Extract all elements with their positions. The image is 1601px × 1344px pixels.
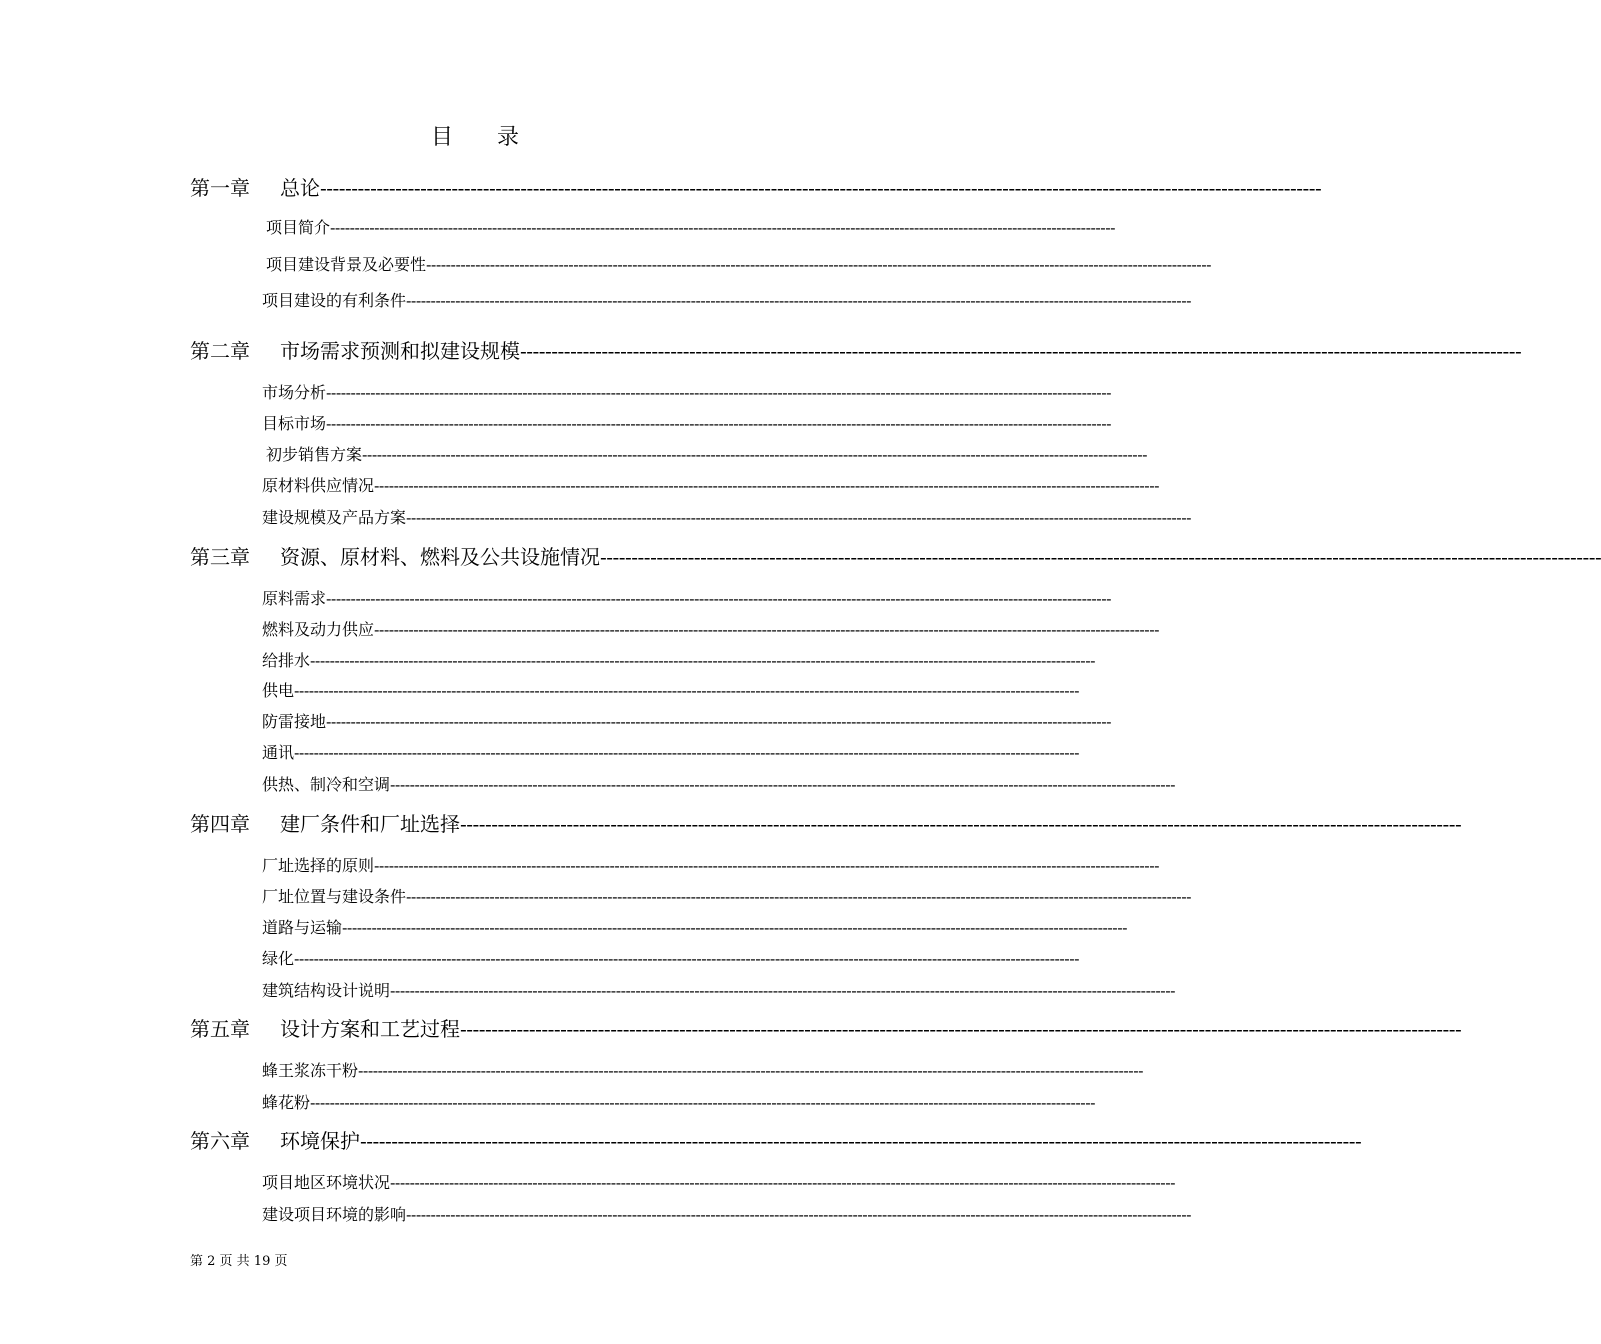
dot-leader: ---------------------------------------------------------------------------------------------------------------------------------------------------------------- bbox=[390, 775, 1176, 794]
section-title: 原料需求 bbox=[262, 589, 327, 608]
chapter-number: 第四章 bbox=[190, 812, 250, 836]
chapter-title: 设计方案和工艺过程 bbox=[280, 1017, 460, 1041]
section-title: 初步销售方案 bbox=[266, 445, 363, 464]
section-title: 厂址位置与建设条件 bbox=[262, 887, 407, 906]
toc-section[interactable] bbox=[262, 884, 1192, 907]
chapter-title: 市场需求预测和拟建设规模 bbox=[280, 339, 520, 363]
toc-section[interactable] bbox=[262, 1090, 1096, 1113]
toc-section[interactable] bbox=[262, 288, 1192, 311]
dot-leader: ---------------------------------------------------------------------------------------------------------------------------------------------------------------- bbox=[426, 255, 1212, 274]
toc-chapter-1[interactable] bbox=[190, 172, 1322, 201]
dot-leader: ---------------------------------------------------------------------------------------------------------------------------------------------------------------- bbox=[374, 476, 1160, 495]
toc-title bbox=[0, 120, 950, 151]
dot-leader: ---------------------------------------------------------------------------------------------------------------------------------------------------------------- bbox=[460, 1017, 1462, 1041]
dot-leader: ---------------------------------------------------------------------------------------------------------------------------------------------------------------- bbox=[406, 291, 1192, 310]
toc-title-part2: 录 bbox=[497, 125, 520, 150]
chapter-title: 建厂条件和厂址选择 bbox=[280, 812, 460, 836]
section-title: 市场分析 bbox=[262, 383, 327, 402]
section-title: 给排水 bbox=[262, 651, 311, 670]
dot-leader: ---------------------------------------------------------------------------------------------------------------------------------------------------------------- bbox=[326, 383, 1112, 402]
toc-section[interactable] bbox=[266, 252, 1212, 275]
dot-leader: ---------------------------------------------------------------------------------------------------------------------------------------------------------------- bbox=[310, 1093, 1096, 1112]
toc-section[interactable] bbox=[262, 411, 1112, 434]
section-title: 蜂花粉 bbox=[262, 1093, 311, 1112]
toc-section[interactable] bbox=[262, 946, 1080, 969]
dot-leader: ---------------------------------------------------------------------------------------------------------------------------------------------------------------- bbox=[460, 812, 1462, 836]
dot-leader: ---------------------------------------------------------------------------------------------------------------------------------------------------------------- bbox=[390, 1173, 1176, 1192]
dot-leader: ---------------------------------------------------------------------------------------------------------------------------------------------------------------- bbox=[320, 176, 1322, 200]
chapter-title: 资源、原材料、燃料及公共设施情况 bbox=[280, 545, 600, 569]
toc-section[interactable] bbox=[262, 617, 1160, 640]
toc-chapter-6[interactable] bbox=[190, 1125, 1362, 1154]
section-title: 项目建设的有利条件 bbox=[262, 291, 407, 310]
section-title: 供电 bbox=[262, 681, 295, 700]
toc-section[interactable] bbox=[262, 740, 1080, 763]
section-title: 道路与运输 bbox=[262, 918, 343, 937]
chapter-number: 第一章 bbox=[190, 176, 250, 200]
section-title: 目标市场 bbox=[262, 414, 327, 433]
dot-leader: ---------------------------------------------------------------------------------------------------------------------------------------------------------------- bbox=[330, 218, 1116, 237]
section-title: 供热、制冷和空调 bbox=[262, 775, 391, 794]
dot-leader: ---------------------------------------------------------------------------------------------------------------------------------------------------------------- bbox=[390, 981, 1176, 1000]
dot-leader: ---------------------------------------------------------------------------------------------------------------------------------------------------------------- bbox=[326, 712, 1112, 731]
toc-title-part1: 目 bbox=[430, 125, 453, 150]
toc-section[interactable] bbox=[262, 978, 1176, 1001]
section-title: 蜂王浆冻干粉 bbox=[262, 1061, 359, 1080]
chapter-number: 第五章 bbox=[190, 1017, 250, 1041]
dot-leader: ---------------------------------------------------------------------------------------------------------------------------------------------------------------- bbox=[600, 545, 1601, 569]
dot-leader: ---------------------------------------------------------------------------------------------------------------------------------------------------------------- bbox=[294, 949, 1080, 968]
toc-section[interactable] bbox=[262, 1202, 1192, 1225]
section-title: 建设项目环境的影响 bbox=[262, 1205, 407, 1224]
chapter-number: 第六章 bbox=[190, 1129, 250, 1153]
dot-leader: ---------------------------------------------------------------------------------------------------------------------------------------------------------------- bbox=[406, 508, 1192, 527]
dot-leader: ---------------------------------------------------------------------------------------------------------------------------------------------------------------- bbox=[294, 743, 1080, 762]
toc-section[interactable] bbox=[262, 1058, 1144, 1081]
dot-leader: ---------------------------------------------------------------------------------------------------------------------------------------------------------------- bbox=[374, 856, 1160, 875]
section-title: 厂址选择的原则 bbox=[262, 856, 375, 875]
toc-chapter-4[interactable] bbox=[190, 808, 1462, 837]
dot-leader: ---------------------------------------------------------------------------------------------------------------------------------------------------------------- bbox=[406, 887, 1192, 906]
toc-chapter-5[interactable] bbox=[190, 1013, 1462, 1042]
chapter-number: 第二章 bbox=[190, 339, 250, 363]
section-title: 原材料供应情况 bbox=[262, 476, 375, 495]
section-title: 绿化 bbox=[262, 949, 295, 968]
dot-leader: ---------------------------------------------------------------------------------------------------------------------------------------------------------------- bbox=[326, 414, 1112, 433]
toc-section[interactable] bbox=[262, 505, 1192, 528]
dot-leader: ---------------------------------------------------------------------------------------------------------------------------------------------------------------- bbox=[342, 918, 1128, 937]
dot-leader: ---------------------------------------------------------------------------------------------------------------------------------------------------------------- bbox=[360, 1129, 1362, 1153]
dot-leader: ---------------------------------------------------------------------------------------------------------------------------------------------------------------- bbox=[362, 445, 1148, 464]
toc-section[interactable] bbox=[262, 678, 1080, 701]
section-title: 建筑结构设计说明 bbox=[262, 981, 391, 1000]
toc-section[interactable] bbox=[262, 380, 1112, 403]
section-title: 建设规模及产品方案 bbox=[262, 508, 407, 527]
section-title: 防雷接地 bbox=[262, 712, 327, 731]
section-title: 项目建设背景及必要性 bbox=[266, 255, 427, 274]
page-footer: 第 2 页 共 19 页 bbox=[190, 1254, 288, 1269]
dot-leader: ---------------------------------------------------------------------------------------------------------------------------------------------------------------- bbox=[520, 339, 1522, 363]
section-title: 通讯 bbox=[262, 743, 295, 762]
toc-section[interactable] bbox=[262, 586, 1112, 609]
toc-chapter-2[interactable] bbox=[190, 335, 1522, 364]
dot-leader: ---------------------------------------------------------------------------------------------------------------------------------------------------------------- bbox=[310, 651, 1096, 670]
toc-section[interactable] bbox=[262, 1170, 1176, 1193]
section-title: 项目简介 bbox=[266, 218, 331, 237]
section-title: 燃料及动力供应 bbox=[262, 620, 375, 639]
toc-section[interactable] bbox=[262, 709, 1112, 732]
chapter-number: 第三章 bbox=[190, 545, 250, 569]
section-title: 项目地区环境状况 bbox=[262, 1173, 391, 1192]
dot-leader: ---------------------------------------------------------------------------------------------------------------------------------------------------------------- bbox=[406, 1205, 1192, 1224]
toc-section[interactable] bbox=[262, 648, 1096, 671]
toc-chapter-3[interactable] bbox=[190, 541, 1601, 570]
dot-leader: ---------------------------------------------------------------------------------------------------------------------------------------------------------------- bbox=[294, 681, 1080, 700]
toc-section[interactable] bbox=[266, 442, 1148, 465]
chapter-title: 总论 bbox=[280, 176, 320, 200]
chapter-title: 环境保护 bbox=[280, 1129, 360, 1153]
toc-section[interactable] bbox=[266, 215, 1116, 238]
toc-section[interactable] bbox=[262, 473, 1160, 496]
toc-section[interactable] bbox=[262, 853, 1160, 876]
dot-leader: ---------------------------------------------------------------------------------------------------------------------------------------------------------------- bbox=[374, 620, 1160, 639]
dot-leader: ---------------------------------------------------------------------------------------------------------------------------------------------------------------- bbox=[326, 589, 1112, 608]
toc-section[interactable] bbox=[262, 915, 1128, 938]
toc-section[interactable] bbox=[262, 772, 1176, 795]
dot-leader: ---------------------------------------------------------------------------------------------------------------------------------------------------------------- bbox=[358, 1061, 1144, 1080]
